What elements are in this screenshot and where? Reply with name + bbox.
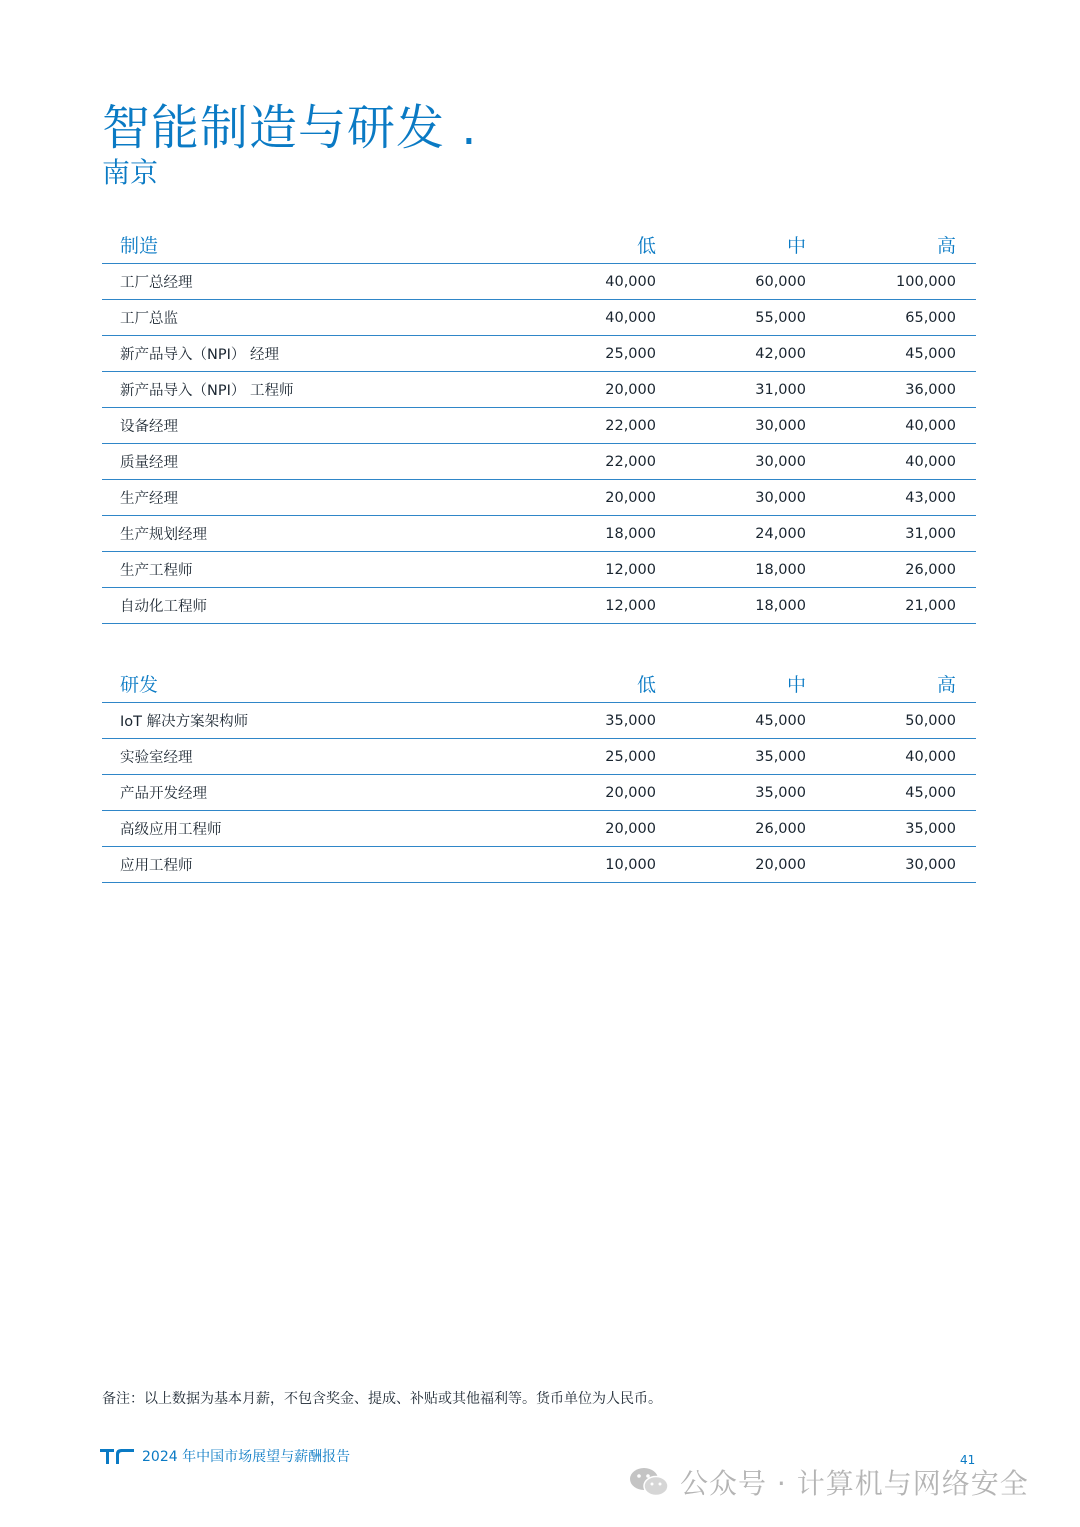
role-name: 实验室经理: [120, 750, 193, 766]
table-row: [102, 703, 976, 739]
salary-low: 22,000: [605, 417, 656, 434]
report-title: 2024 年中国市场展望与薪酬报告: [142, 1449, 351, 1465]
salary-high: 100,000: [896, 273, 956, 290]
role-name: 产品开发经理: [120, 786, 207, 802]
salary-low: 40,000: [605, 309, 656, 326]
salary-high: 30,000: [905, 856, 956, 873]
role-name: 工厂总监: [120, 311, 178, 327]
page-title: 智能制造与研发 .: [102, 100, 478, 156]
salary-high: 35,000: [905, 820, 956, 837]
salary-mid: 55,000: [755, 309, 806, 326]
salary-high: 40,000: [905, 453, 956, 470]
header-category: 研发: [120, 674, 159, 696]
header-category: 制造: [120, 235, 159, 257]
salary-low: 18,000: [605, 525, 656, 542]
table-header: [102, 226, 976, 264]
salary-low: 25,000: [605, 345, 656, 362]
salary-mid: 20,000: [755, 856, 806, 873]
salary-mid: 45,000: [755, 712, 806, 729]
table-row: [102, 775, 976, 811]
table-row: [102, 264, 976, 300]
table-row: [102, 372, 976, 408]
salary-low: 35,000: [605, 712, 656, 729]
header-high: 高: [936, 235, 956, 257]
role-name: 新产品导入（NPI） 工程师: [120, 383, 294, 399]
salary-low: 20,000: [605, 489, 656, 506]
salary-mid: 18,000: [755, 597, 806, 614]
table-header: [102, 665, 976, 703]
table-row: [102, 847, 976, 883]
salary-low: 10,000: [605, 856, 656, 873]
salary-mid: 35,000: [755, 748, 806, 765]
role-name: 生产经理: [120, 491, 178, 507]
salary-low: 12,000: [605, 597, 656, 614]
table-row: [102, 516, 976, 552]
salary-high: 21,000: [905, 597, 956, 614]
wechat-icon: [628, 1465, 670, 1499]
header-high: 高: [936, 674, 956, 696]
rnd-table: [102, 665, 976, 883]
role-name: 高级应用工程师: [120, 822, 222, 838]
table-row: [102, 300, 976, 336]
role-name: 新产品导入（NPI） 经理: [120, 347, 279, 363]
salary-low: 20,000: [605, 820, 656, 837]
salary-mid: 30,000: [755, 489, 806, 506]
salary-low: 40,000: [605, 273, 656, 290]
table-row: [102, 811, 976, 847]
salary-high: 26,000: [905, 561, 956, 578]
role-name: IoT 解决方案架构师: [120, 714, 249, 730]
salary-high: 31,000: [905, 525, 956, 542]
role-name: 自动化工程师: [120, 599, 207, 615]
role-name: 生产规划经理: [120, 527, 207, 543]
table-row: [102, 588, 976, 624]
salary-low: 12,000: [605, 561, 656, 578]
salary-mid: 42,000: [755, 345, 806, 362]
header-low: 低: [636, 235, 656, 257]
salary-high: 40,000: [905, 748, 956, 765]
role-name: 生产工程师: [120, 563, 193, 579]
salary-mid: 60,000: [755, 273, 806, 290]
table-row: [102, 739, 976, 775]
salary-mid: 31,000: [755, 381, 806, 398]
salary-mid: 18,000: [755, 561, 806, 578]
manufacturing-table: [102, 226, 976, 624]
table-row: [102, 480, 976, 516]
table-row: [102, 336, 976, 372]
table-row: [102, 444, 976, 480]
role-name: 工厂总经理: [120, 275, 193, 291]
footnote: 备注：以上数据为基本月薪，不包含奖金、提成、补贴或其他福利等。货币单位为人民币。: [102, 1391, 662, 1407]
table-row: [102, 408, 976, 444]
salary-high: 40,000: [905, 417, 956, 434]
footer: [100, 1446, 350, 1466]
salary-high: 43,000: [905, 489, 956, 506]
watermark-text: 公众号 · 计算机与网络安全: [680, 1467, 1029, 1500]
salary-mid: 30,000: [755, 417, 806, 434]
role-name: 设备经理: [120, 419, 178, 435]
page-subtitle: 南京: [102, 156, 159, 189]
salary-high: 65,000: [905, 309, 956, 326]
company-logo-icon: [100, 1446, 134, 1466]
salary-high: 45,000: [905, 784, 956, 801]
page-number: 41: [960, 1453, 976, 1467]
watermark: [628, 1462, 1029, 1502]
salary-high: 36,000: [905, 381, 956, 398]
role-name: 应用工程师: [120, 858, 193, 874]
salary-mid: 26,000: [755, 820, 806, 837]
salary-mid: 24,000: [755, 525, 806, 542]
salary-high: 50,000: [905, 712, 956, 729]
salary-low: 22,000: [605, 453, 656, 470]
role-name: 质量经理: [120, 455, 178, 471]
salary-high: 45,000: [905, 345, 956, 362]
salary-low: 25,000: [605, 748, 656, 765]
header-low: 低: [636, 674, 656, 696]
salary-mid: 30,000: [755, 453, 806, 470]
header-mid: 中: [786, 674, 806, 696]
salary-low: 20,000: [605, 784, 656, 801]
salary-mid: 35,000: [755, 784, 806, 801]
table-row: [102, 552, 976, 588]
header-mid: 中: [786, 235, 806, 257]
salary-low: 20,000: [605, 381, 656, 398]
